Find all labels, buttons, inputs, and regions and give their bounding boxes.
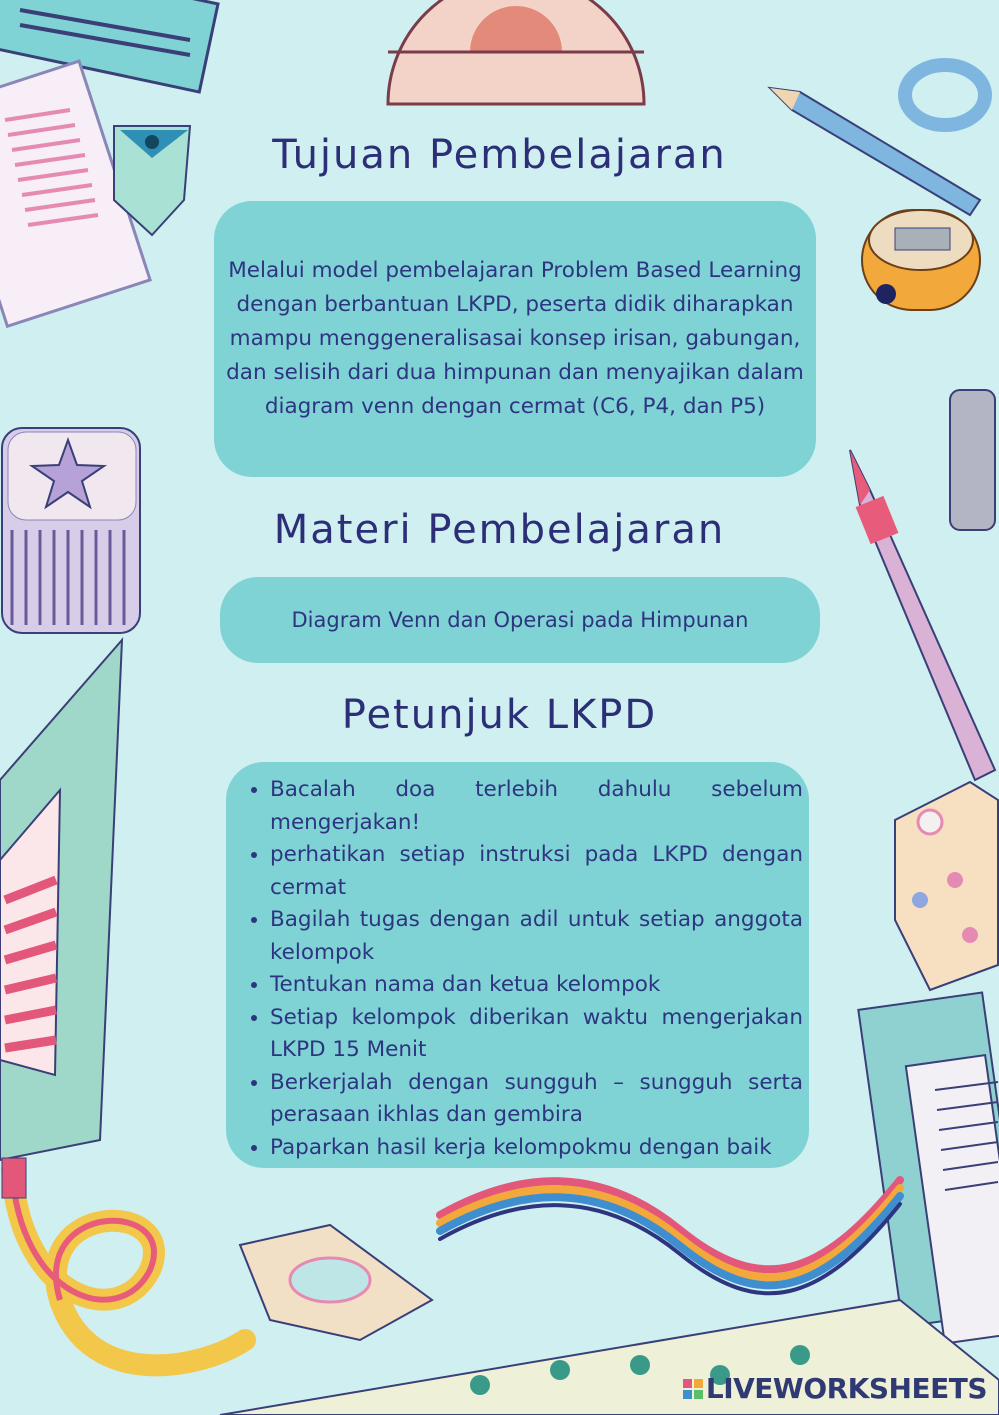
tujuan-title: Tujuan Pembelajaran <box>272 132 727 178</box>
protractor-illustration <box>388 0 644 104</box>
list-item: • Bagilah tugas dengan adil untuk setiap anggota kelompok <box>270 904 803 969</box>
flower-eraser-illustration <box>895 782 998 990</box>
list-item: • Bacalah doa terlebih dahulu sebelum mengerjakan! <box>270 774 803 839</box>
petunjuk-box <box>226 762 809 1168</box>
tujuan-text: Melalui model pembelajaran Problem Based Learning dengan berbantuan LKPD, peserta didik diharapkan mampu menggeneralisasai konsep irisan, gabungan, dan selisih dari dua himpunan dan menyajikan dalam diagram venn dengan cermat (C6, P4, dan P5) <box>226 258 804 419</box>
round-sharpener-illustration <box>862 210 980 310</box>
materi-box <box>220 577 820 663</box>
tujuan-box <box>214 201 816 477</box>
watermark-text: LIVEWORKSHEETS <box>705 1372 987 1405</box>
liveworksheets-logo-icon <box>682 1378 704 1400</box>
petunjuk-title: Petunjuk LKPD <box>341 692 658 738</box>
materi-title: Materi Pembelajaran <box>273 507 726 553</box>
notebook-illustration-bottom-right <box>858 993 999 1344</box>
list-item: • Berkerjalah dengan sungguh – sungguh serta perasaan ikhlas dan gembira <box>270 1067 803 1132</box>
list-item: • perhatikan setiap instruksi pada LKPD dengan cermat <box>270 839 803 904</box>
petunjuk-list <box>246 774 803 1164</box>
bent-pencil-illustration <box>2 1158 245 1365</box>
eraser-bottom-illustration <box>240 1225 432 1340</box>
wavy-rainbow-pencil-illustration <box>440 1180 900 1293</box>
list-item: • Setiap kelompok diberikan waktu mengerjakan LKPD 15 Menit <box>270 1002 803 1067</box>
list-item: • Paparkan hasil kerja kelompokmu dengan baik <box>270 1132 803 1165</box>
list-item: • Tentukan nama dan ketua kelompok <box>270 969 803 1002</box>
liveworksheets-watermark[interactable] <box>682 1372 987 1405</box>
materi-text: Diagram Venn dan Operasi pada Himpunan <box>291 608 749 632</box>
